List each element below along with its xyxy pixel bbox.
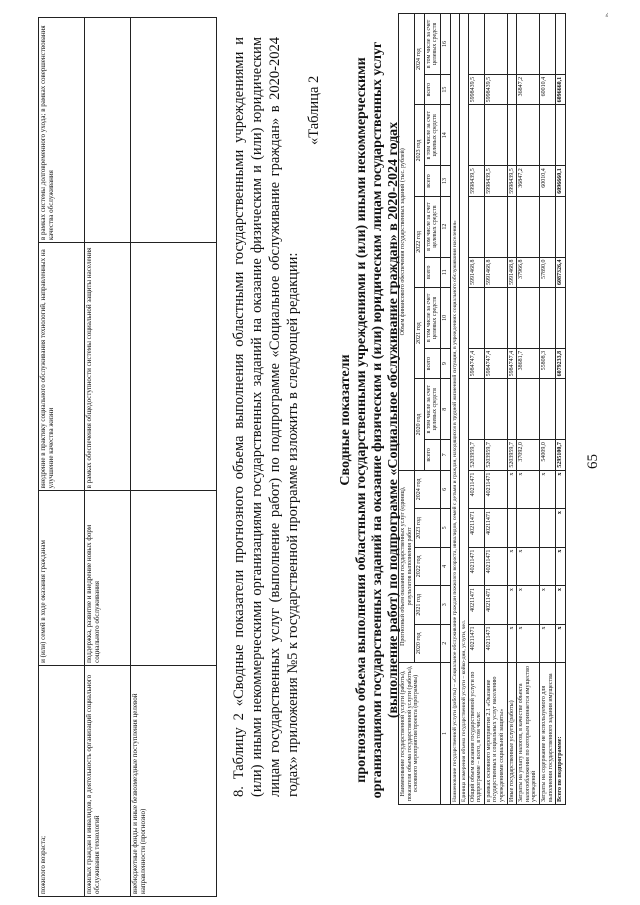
stub-table	[38, 17, 217, 897]
subheader-target: в том числе за счет целевых средств	[424, 105, 440, 166]
volume-cell: х	[540, 624, 556, 662]
finance-cell: 6096660,1	[556, 74, 566, 105]
finance-cell	[484, 105, 507, 166]
finance-cell: 5998439,5	[468, 166, 484, 197]
volume-cell	[540, 547, 556, 585]
year-header: 2020 год	[415, 624, 441, 662]
finance-cell: 5295100,7	[556, 440, 566, 471]
volume-cell: 40211471	[484, 624, 507, 662]
table-title	[338, 25, 402, 815]
stub-cell: пожилого возраста;	[39, 665, 85, 896]
table-row	[507, 14, 517, 805]
finance-cell	[507, 74, 517, 105]
finance-cell	[517, 105, 540, 166]
finance-cell: 5984747,4	[484, 348, 507, 379]
subheader-total: всего	[424, 440, 440, 471]
finance-cell	[468, 14, 484, 75]
column-number: 10	[440, 288, 450, 349]
finance-cell	[507, 288, 517, 349]
stub-cell-empty	[131, 243, 217, 491]
finance-cell: 6079233,8	[556, 348, 566, 379]
volume-cell: х	[517, 470, 540, 508]
row-name: в рамках основного мероприятия 2.1 «Оказание государственных и социальных услуг населению учреждениями социальной защиты»	[484, 663, 507, 805]
volume-cell: х	[556, 547, 566, 585]
stub-cell: внедрение в практику социального обслуживания технологий, направленных на улучшение качества жизни	[39, 243, 85, 491]
volume-cell: 40211471	[484, 470, 507, 508]
year-header: 2022 год	[415, 196, 425, 287]
volume-cell: х	[556, 624, 566, 662]
volume-cell: х	[507, 586, 517, 624]
finance-cell: 5991468,8	[507, 257, 517, 288]
stub-cell: пожилых граждан и инвалидов, в деятельность организаций социального обслуживания технологий	[85, 665, 131, 896]
finance-cell: 57890,0	[540, 257, 556, 288]
year-header: 2022 год	[415, 547, 441, 585]
volume-cell: 40211471	[468, 586, 484, 624]
row-name: Общий объем оказания государственной услуги по подпрограмме – всего, в том числе:	[468, 663, 484, 805]
finance-cell	[484, 14, 507, 75]
stub-cell: поддержка, развитие и внедрение новых форм социального обслуживания	[85, 491, 131, 666]
column-number: 9	[440, 348, 450, 379]
finance-cell	[484, 196, 507, 257]
volume-cell: х	[517, 624, 540, 662]
finance-cell	[468, 105, 484, 166]
volume-cell: х	[507, 624, 517, 662]
column-number: 3	[440, 586, 450, 624]
finance-cell: 5203959,7	[507, 440, 517, 471]
section-unit: Единица измерения объема государственной услуги – койко-дни, услуги, чел.	[459, 14, 468, 805]
finance-cell	[507, 14, 517, 75]
volume-cell: 40211471	[468, 624, 484, 662]
amendment-paragraph	[230, 37, 302, 797]
volume-cell: 40211471	[468, 547, 484, 585]
stub-cell: в рамках обеспечения общедоступности системы социальной защиты населения	[85, 243, 131, 491]
year-header: 2024 год	[415, 470, 441, 508]
title-line: прогнозного объема выполнения областными государственными учреждениями и (или) иными некоммерческими	[354, 57, 369, 783]
finance-cell	[540, 379, 556, 440]
table-row	[540, 14, 556, 805]
finance-cell	[507, 379, 517, 440]
finance-cell: 5984747,4	[468, 348, 484, 379]
volume-cell: х	[540, 470, 556, 508]
finance-cell	[556, 379, 566, 440]
finance-cell: 54009,0	[540, 440, 556, 471]
title-line: организациями государственных заданий на оказание физическим и (или) юридическим лицам государственных услуг	[370, 41, 385, 799]
subheader-target: в том числе за счет целевых средств	[424, 379, 440, 440]
finance-cell: 5991468,8	[468, 257, 484, 288]
paragraph-text: 8. Таблицу 2 «Сводные показатели прогнозного объема выполнения областными государственными учреждениями и (или) иными некоммерческими организациями государственных заданий на оказание физическим и (или) юридическим лицам государственных услуг (выполнение работ) по подпрограмме «Социальное обслуживание граждан» в 2020-2024 годах» приложения №5 к государственной программе изложить в следующей редакции:	[231, 37, 301, 797]
finance-cell	[468, 288, 484, 349]
year-header: 2020 год	[415, 379, 425, 470]
finance-cell	[484, 379, 507, 440]
volume-cell: х	[507, 470, 517, 508]
finance-cell	[517, 288, 540, 349]
table-label: «Таблица 2	[306, 75, 322, 145]
stub-cell-empty	[131, 18, 217, 243]
finance-cell: 5998439,5	[507, 166, 517, 197]
column-number: 14	[440, 105, 450, 166]
finance-cell: 5984747,4	[507, 348, 517, 379]
finance-cell: 60010,4	[540, 166, 556, 197]
column-number: 11	[440, 257, 450, 288]
col1-header: Наименование государственной услуги (работы), показателя объема государственной услуги (работы), основного мероприятия/проекта (программы)	[399, 663, 441, 805]
title-line: Сводные показатели	[338, 354, 353, 486]
finance-cell	[517, 196, 540, 257]
finance-cell	[556, 288, 566, 349]
finance-cell	[556, 196, 566, 257]
volume-cell: х	[507, 547, 517, 585]
year-header: 2021 год	[415, 586, 441, 624]
volume-cell: х	[556, 470, 566, 508]
finance-cell	[468, 379, 484, 440]
column-number: 5	[440, 509, 450, 547]
volume-cell	[507, 509, 517, 547]
year-header: 2023 год	[415, 105, 425, 196]
finance-cell	[556, 14, 566, 75]
subheader-total: всего	[424, 257, 440, 288]
subheader-total: всего	[424, 348, 440, 379]
volume-header: Прогнозный объем оказания государственных услуг (единиц), результатов выполнения работ	[399, 470, 415, 662]
volume-cell	[517, 509, 540, 547]
stub-cell-empty	[131, 491, 217, 666]
finance-cell	[507, 196, 517, 257]
subheader-total: всего	[424, 166, 440, 197]
summary-table	[398, 13, 566, 805]
finance-cell: 5203959,7	[468, 440, 484, 471]
finance-cell	[484, 288, 507, 349]
table-row	[556, 14, 566, 805]
finance-cell: 55808,3	[540, 348, 556, 379]
year-header: 2024 год	[415, 14, 425, 105]
year-header: 2023 год	[415, 509, 441, 547]
table-row	[484, 14, 507, 805]
volume-cell: х	[556, 586, 566, 624]
row-name: Затраты на содержание не используемого для выполнения государственного задания имущества	[540, 663, 556, 805]
finance-cell: 5203959,7	[484, 440, 507, 471]
finance-cell	[556, 105, 566, 166]
column-number: 15	[440, 74, 450, 105]
finance-cell	[540, 288, 556, 349]
finance-cell: 37966,8	[517, 257, 540, 288]
finance-cell: 5998439,5	[468, 74, 484, 105]
finance-cell: 37092,0	[517, 440, 540, 471]
column-number: 4	[440, 547, 450, 585]
finance-cell: 38681,7	[517, 348, 540, 379]
subheader-target: в том числе за счет целевых средств	[424, 196, 440, 257]
finance-cell: 5998439,5	[484, 166, 507, 197]
column-number: 12	[440, 196, 450, 257]
volume-cell: 40211471	[484, 509, 507, 547]
end-mark: ».	[604, 12, 610, 17]
subheader-total: всего	[424, 74, 440, 105]
volume-cell: 40211471	[484, 547, 507, 585]
volume-cell: 40211471	[484, 586, 507, 624]
finance-cell: 6087326,4	[556, 257, 566, 288]
volume-cell: х	[517, 586, 540, 624]
finance-cell	[540, 196, 556, 257]
finance-cell	[507, 105, 517, 166]
title-line: (выполнение работ) по подпрограмме «Социальное обслуживание граждан» в 2020-2024 годах	[386, 121, 401, 719]
column-number: 2	[440, 624, 450, 662]
stub-cell	[85, 18, 131, 243]
stub-cell: внебюджетные фонды и иные безвозмездные поступления целевой направленности (прогнозно)	[131, 665, 217, 896]
volume-cell: 40211471	[468, 509, 484, 547]
finance-cell: 5991468,8	[484, 257, 507, 288]
row-name: Иные государственные услуги (работы)	[507, 663, 517, 805]
stub-cell: и (или) семей в ходе оказания гражданам	[39, 491, 85, 666]
finance-cell	[468, 196, 484, 257]
column-number: 7	[440, 440, 450, 471]
volume-cell	[540, 509, 556, 547]
column-number: 16	[440, 14, 450, 75]
finance-cell	[517, 379, 540, 440]
finance-cell	[540, 14, 556, 75]
column-number: 1	[440, 663, 450, 805]
finance-cell	[540, 105, 556, 166]
finance-header: Объем финансового обеспечения государственных заданий (тыс. рублей)	[399, 14, 415, 471]
page-number: 65	[585, 454, 601, 469]
table-row	[517, 14, 540, 805]
row-name: Затраты на уплату налогов, в качестве объекта налогообложения по которым признается имущество учреждений	[517, 663, 540, 805]
column-number: 13	[440, 166, 450, 197]
section-title: Наименование государственной услуги (работы) – «Социальное обслуживание граждан пожилого возраста, инвалидов, семей с детьми и граждан, находящихся в трудной жизненной ситуации, в учреждениях социального обслуживания населения»	[450, 14, 459, 805]
year-header: 2021 год	[415, 288, 425, 379]
subheader-target: в том числе за счет целевых средств	[424, 288, 440, 349]
finance-cell: 36847,2	[517, 74, 540, 105]
volume-cell: 40211471	[468, 470, 484, 508]
finance-cell: 60010,4	[540, 74, 556, 105]
stub-cell: в рамках системы долговременного ухода; в рамках совершенствования качества обслуживания	[39, 18, 85, 243]
column-number: 8	[440, 379, 450, 440]
subheader-target: в том числе за счет целевых средств	[424, 14, 440, 75]
column-number: 6	[440, 470, 450, 508]
row-name: Всего по подпрограмме:	[556, 663, 566, 805]
volume-cell: х	[517, 547, 540, 585]
finance-cell: 5998439,5	[484, 74, 507, 105]
finance-cell: 36847,2	[517, 166, 540, 197]
finance-cell: 6096660,1	[556, 166, 566, 197]
volume-cell: х	[556, 509, 566, 547]
finance-cell	[517, 14, 540, 75]
table-row	[468, 14, 484, 805]
volume-cell: х	[540, 586, 556, 624]
